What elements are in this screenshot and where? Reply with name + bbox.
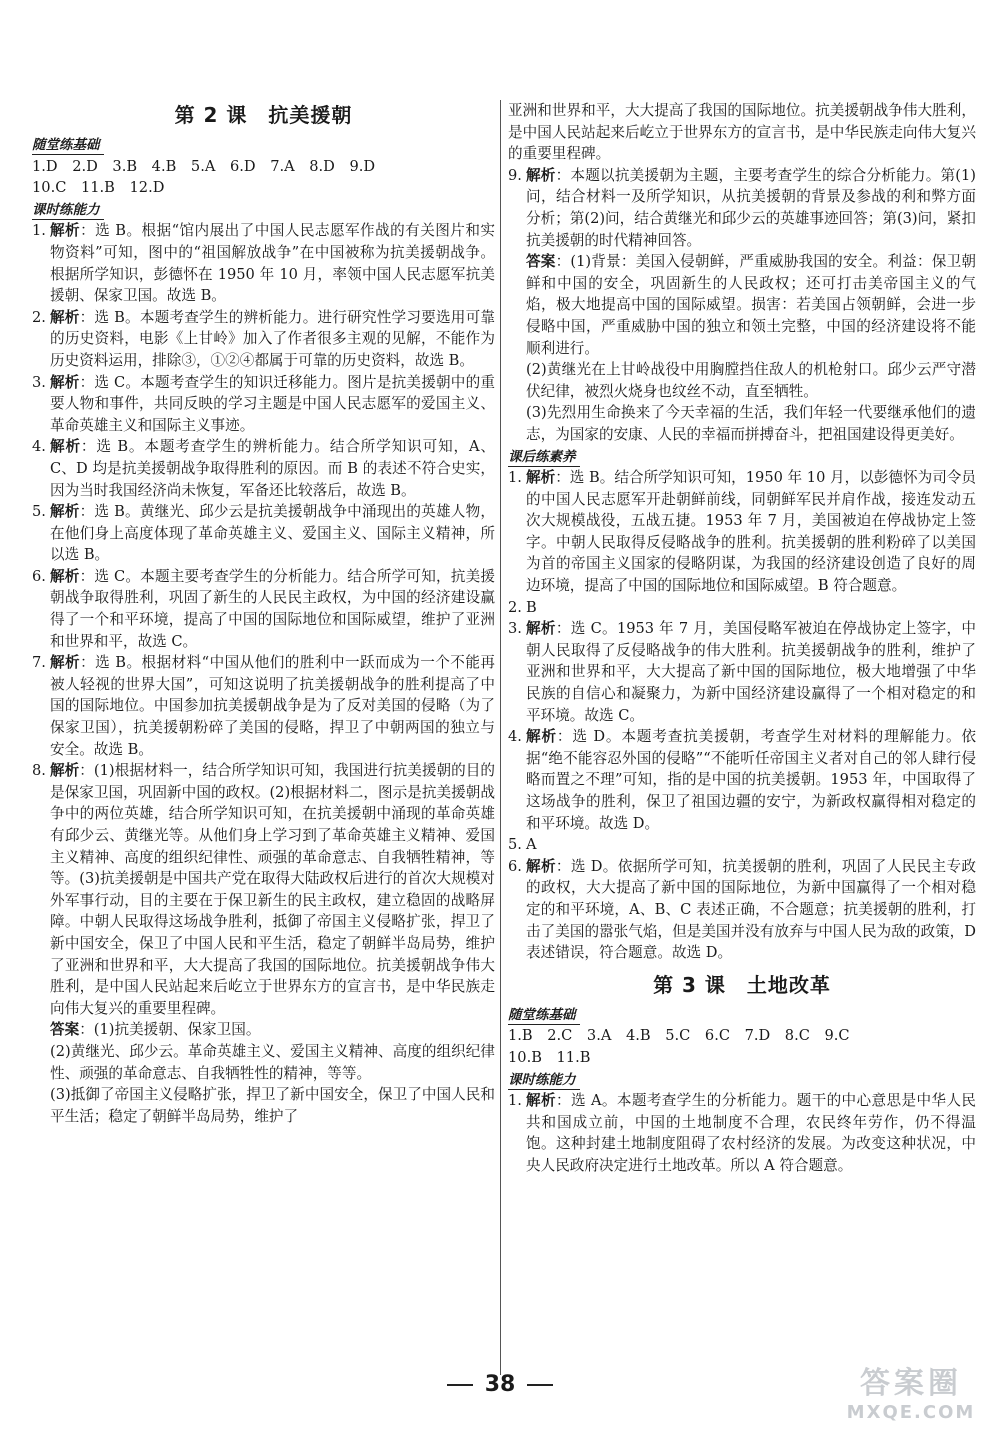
item-keyword: 解析 [526,857,556,875]
section-heading: 课时练能力 [32,201,104,220]
item-text: ：选 D。本题考查抗美援朝，考查学生对材料的理解能力。依据“绝不能容忍外国的侵略”“不能听任帝国主义者对自己的邻人肆行侵略而置之不理”可知，指的是中国的抗美援朝。1953 年，中国取得了这场战争的胜利，保卫了祖国边疆的安宁，为新政权赢得相对稳定的和平环境。故选 D。 [526,728,976,832]
item-text: ：选 B。结合所学知识可知，1950 年 10 月，以彭德怀为司令员的中国人民志愿军开赴朝鲜前线，同朝鲜军民并肩作战，接连发动五次大规模战役，五战五捷。1953 年 7 月，美国被迫在停战协定上签字。中朝人民取得反侵略战争的胜利。抗美援朝的胜利粉碎了以美国为首的帝国主义国家的侵略阴谋，为我国的经济建设创造了良好的周边环境，提高了中国的国际地位和国际威望。B 符合题意。 [526,469,976,595]
answer-item [508,1090,976,1176]
answer-item [508,597,976,619]
watermark-text: 答案圈 [860,1366,962,1401]
item-number: 1. [508,469,522,487]
item-text: ：选 C。1953 年 7 月，美国侵略军被迫在停战协定上签字，中朝人民取得了反侵略战争的伟大胜利。抗美援朝战争的胜利，维护了亚洲和世界和平，大大提高了新中国的国际地位，极大地增强了中华民族的自信心和凝聚力，为新中国经济建设赢得了一个相对稳定的和平环境。故选 C。 [526,620,976,724]
item-keyword: 解析 [526,1092,556,1110]
answer-item [32,436,495,501]
answer-item [508,467,976,597]
item-keyword: 解析 [526,620,556,638]
item-number: 2. [508,598,522,616]
answer-line: 1.B 2.C 3.A 4.B 5.C 6.C 7.D 8.C 9.C [508,1027,850,1045]
item-keyword: 解析 [50,308,80,326]
item-text: ：选 B。根据“馆内展出了中国人民志愿军作战的有关图片和实物资料”可知，图中的“祖国解放战争”在中国被称为抗美援朝战争。根据所学知识，彭德怀在 1950 年 10 月，率领中国人民志愿军抗美援朝、保家卫国。故选 B。 [50,222,495,305]
answer-list [32,220,495,1019]
item-number: 9. [508,166,522,184]
item-text: ：选 C。本题主要考查学生的分析能力。结合所学可知，抗美援朝战争取得胜利，巩固了新生的人民民主政权，为中国的经济建设赢得了一个和平环境，提高了中国的国际地位和国际威望，维护了亚洲和世界和平，故选 C。 [50,567,495,650]
answer-item [32,372,495,437]
answer-text: (3)先烈用生命换来了今天幸福的生活，我们年轻一代要继承他们的遗志，为国家的安康、人民的幸福而拼搏奋斗，把祖国建设得更美好。 [526,404,976,443]
item-text: A [526,836,537,854]
item-number: 5. [32,503,46,521]
item-text: ：选 D。依据所学可知，抗美援朝的胜利，巩固了人民民主专政的政权，大大提高了新中国的国际地位，为新中国赢得了一个相对稳定的和平环境，A、B、C 表述正确，不合题意；抗美援朝的胜利，打击了美国的嚣张气焰，但是美国并没有放弃与中国人民为敌的政策，D 表述错误，符合题意。故选 D。 [526,857,976,962]
answer-item [32,652,495,760]
item-text: ：选 A。本题考查学生的分析能力。题干的中心意思是中华人民共和国成立前，中国的土地制度不合理，农民终年劳作，仍不得温饱。这种封建土地制度阻碍了农村经济的发展。为改变这种状况，中央人民政府决定进行土地改革。所以 A 符合题意。 [526,1092,976,1174]
item-text: ：选 B。本题考查学生的辨析能力。进行研究性学习要选用可靠的历史资料，电影《上甘岭》加入了作者很多主观的见解，不能作为历史资料运用，排除③，①②④都属于可靠的历史资料，故选 B。 [50,308,495,369]
item-text: B [526,598,537,616]
item-keyword: 解析 [50,373,80,391]
item-text: ：本题以抗美援朝为主题，主要考查学生的综合分析能力。第(1)问，结合材料一及所学知识，从抗美援朝的背景及参战的利和弊方面分析；第(2)问，结合黄继光和邱少云的英雄事迹回答；第(3)问，紧扣抗美援朝的时代精神回答。 [526,166,976,249]
right-column [508,100,976,1177]
answer-line: 10.B 11.B [508,1048,591,1066]
section-heading: 课时练能力 [508,1071,580,1090]
answer-item [32,501,495,566]
answer-paragraph [508,402,976,445]
left-column [32,98,495,1127]
lesson-3-title: 第 3 课 土地改革 [653,972,831,997]
page-number-text: 38 [484,1372,516,1397]
item-number: 3. [508,620,522,638]
item-keyword: 解析 [526,728,557,746]
answer-paragraph [32,1084,495,1127]
answer-list [508,467,976,964]
item-number: 4. [508,728,522,746]
item-number: 2. [32,308,46,326]
answer-text: 亚洲和世界和平，大大提高了我国的国际地位。抗美援朝战争伟大胜利，是中国人民站起来后屹立于世界东方的宣言书，是中华民族走向伟大复兴的重要里程碑。 [508,102,976,163]
item-number: 5. [508,836,522,854]
item-number: 1. [32,222,46,240]
answer-paragraph [508,251,976,359]
answer-list [508,1090,976,1176]
item-text: ：选 C。本题考查学生的知识迁移能力。图片是抗美援朝中的重要人物和事件，共同反映的学习主题是中国人民志愿军的爱国主义、革命英雄主义和国际主义事迹。 [50,373,495,434]
item-number: 6. [32,567,46,585]
section-heading: 随堂练基础 [508,1006,580,1025]
section-heading: 随堂练基础 [32,136,104,155]
item-number: 4. [32,438,46,456]
item-keyword: 解析 [526,166,556,184]
answer-keyword: 答案 [50,1021,80,1039]
answer-paragraph [32,1041,495,1084]
answer-item [32,566,495,652]
item-keyword: 解析 [50,567,80,585]
answer-text: ：(1)抗美援朝、保家卫国。 [79,1021,261,1039]
answer-item [508,726,976,834]
answer-block [508,251,976,445]
answer-text: (2)黄继光、邱少云。革命英雄主义、爱国主义精神、高度的组织纪律性、顽强的革命意志、自我牺牲性的精神，等等。 [50,1042,495,1082]
answer-keyword: 答案 [526,253,556,271]
item-keyword: 解析 [50,762,80,780]
answer-text: (2)黄继光在上甘岭战役中用胸膛挡住敌人的机枪射口。邱少云严守潜伏纪律，被烈火烧身也纹丝不动，直至牺牲。 [526,361,976,400]
watermark-logo [836,1365,986,1427]
item-text: ：选 B。黄继光、邱少云是抗美援朝战争中涌现出的英雄人物，在他们身上高度体现了革命英雄主义、爱国主义、国际主义精神，所以选 B。 [50,503,495,564]
item-number: 8. [32,762,46,780]
answer-line: 10.C 11.B 12.D [32,179,165,197]
answer-text: (3)抵御了帝国主义侵略扩张，捍卫了新中国安全，保卫了中国人民和平生活；稳定了朝鲜半岛局势，维护了 [50,1086,495,1125]
item-number: 6. [508,857,522,875]
answer-list [508,165,976,251]
answer-item [508,834,976,856]
answer-item [32,760,495,1019]
item-keyword: 解析 [50,222,81,240]
dash-left [447,1384,473,1386]
item-text: ：选 B。本题考查学生的辨析能力。结合所学知识可知，A、C、D 均是抗美援朝战争取得胜利的原因。而 B 的表述不符合史实，因为当时我国经济尚未恢复，军备还比较落后，故选 B。 [50,438,495,499]
answer-text: ：(1)背景：美国入侵朝鲜，严重威胁我国的安全。利益：保卫朝鲜和中国的安全，巩固新生的人民政权；还可打击美帝国主义的气焰，极大地提高中国的国际威望。损害：若美国占领朝鲜，会进一步侵略中国，严重威胁中国的独立和领土完整，中国的经济建设将不能顺利进行。 [526,253,976,357]
item-number: 1. [508,1092,522,1110]
item-keyword: 解析 [526,469,556,487]
answer-paragraph [32,1019,495,1041]
column-divider [500,100,501,1375]
answer-paragraph [508,359,976,402]
item-text: ：(1)根据材料一，结合所学知识可知，我国进行抗美援朝的目的是保家卫国，巩固新中国的政权。(2)根据材料二，图示是抗美援朝战争中的两位英雄，结合所学知识可知，在抗美援朝中涌现的革命英雄有邱少云、黄继光等。从他们身上学习到了革命英雄主义精神、爱国主义精神、高度的组织纪律性、顽强的革命意志、自我牺牲精神，等等。(3)抗美援朝是中国共产党在取得大陆政权后进行的首次大规模对外军事行动，目的主要在于保卫新生的民主政权，建立稳固的战略屏障。中朝人民取得这场战争胜利，抵御了帝国主义侵略扩张，捍卫了新中国安全，保卫了中国人民和平生活，稳定了朝鲜半岛局势，维护了亚洲和世界和平，大大提高了我国的国际地位。抗美援朝战争伟大胜利，是中国人民站起来后屹立于世界东方的宣言书，是中华民族走向伟大复兴的重要里程碑。 [50,762,495,1017]
item-number: 3. [32,373,46,391]
item-keyword: 解析 [50,654,81,672]
dash-right [527,1384,553,1386]
answer-item [508,618,976,726]
answer-item [32,220,495,306]
watermark-url: MXQE.COM [846,1402,976,1423]
answer-block [32,1019,495,1127]
answer-line: 1.D 2.D 3.B 4.B 5.A 6.D 7.A 8.D 9.D [32,157,376,175]
answer-item [508,165,976,251]
continued-paragraph [508,100,976,165]
item-text: ：选 B。根据材料“中国从他们的胜利中一跃而成为一个不能再被人轻视的世界大国”，可知这说明了抗美援朝战争的胜利提高了中国的国际地位。中国参加抗美援朝战争是为了反对美国的侵略（为了保家卫国），抗美援朝粉碎了美国的侵略，捍卫了中朝两国的独立与安全。故选 B。 [50,654,495,758]
section-heading: 课后练素养 [508,448,580,467]
item-keyword: 解析 [50,438,81,456]
item-number: 7. [32,654,46,672]
answer-item [508,856,976,964]
answer-item [32,307,495,372]
lesson-2-title: 第 2 课 抗美援朝 [174,103,353,127]
item-keyword: 解析 [50,503,80,521]
